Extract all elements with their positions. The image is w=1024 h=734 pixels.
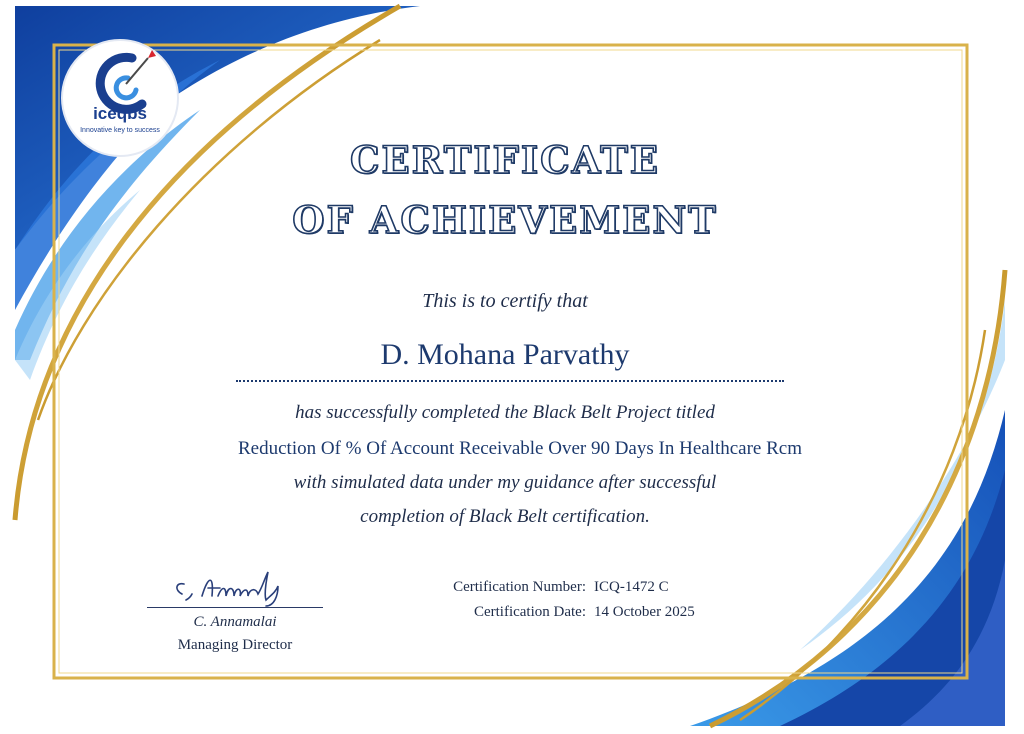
certification-number-label: Certification Number:: [453, 579, 586, 595]
signatory-role: Managing Director: [177, 637, 293, 653]
certify-intro: This is to certify that: [422, 290, 588, 312]
project-title: Reduction Of % Of Account Receivable Over 90 Days In Healthcare Rcm: [238, 438, 802, 459]
recipient-name: D. Mohana Parvathy: [380, 338, 630, 371]
certification-number-value: ICQ-1472 C: [594, 579, 669, 595]
signature-line: [147, 607, 323, 608]
certificate-title-line2: OF ACHIEVEMENT: [292, 198, 718, 242]
iceqbs-logo: [62, 40, 178, 156]
certification-date-label: Certification Date:: [473, 604, 586, 620]
guidance-text: with simulated data under my guidance after successful: [293, 472, 717, 493]
signature: [168, 566, 308, 610]
logo-tagline: Innovative key to success: [80, 127, 160, 134]
name-underline: [236, 380, 784, 382]
certification-date-value: 14 October 2025: [594, 604, 695, 620]
certification-text: completion of Black Belt certification.: [360, 506, 650, 527]
signatory-name: C. Annamalai: [193, 614, 277, 630]
logo-wordmark: iceqbs: [93, 104, 147, 123]
certificate-title-line1: CERTIFICATE: [349, 138, 661, 182]
completion-text: has successfully completed the Black Belt Project titled: [295, 402, 715, 423]
